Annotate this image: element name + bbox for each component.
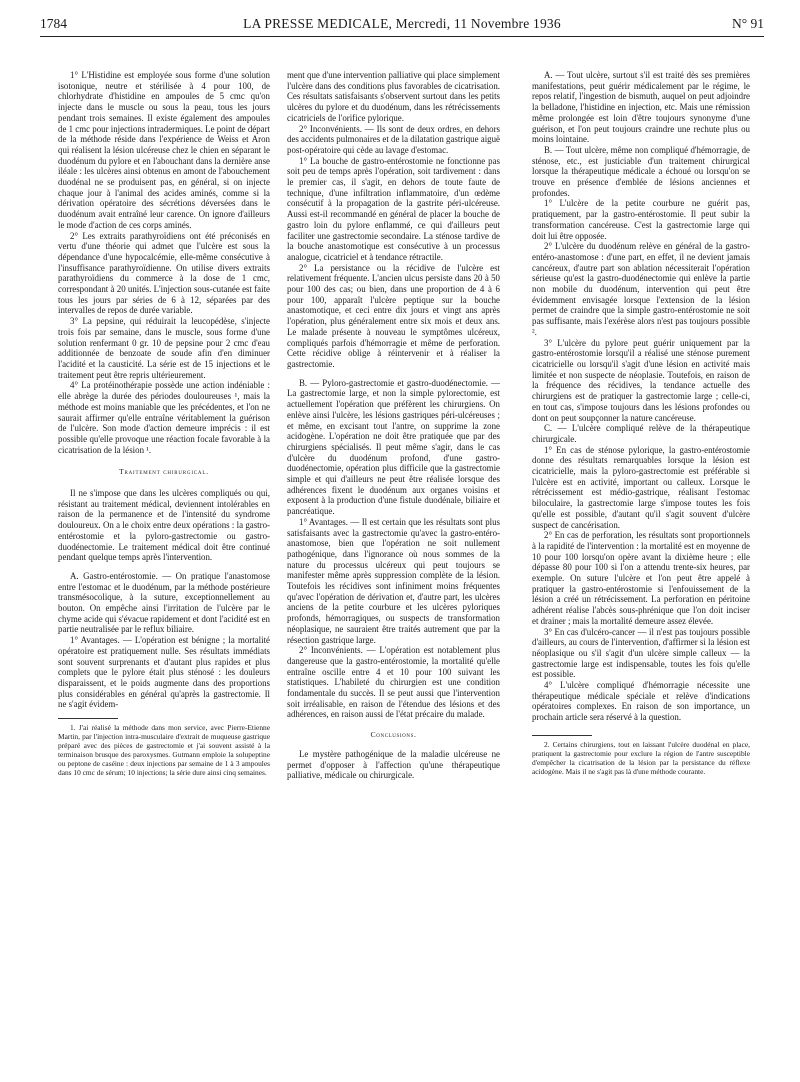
column-middle (287, 70, 500, 781)
page-header (40, 14, 764, 37)
paragraph-gastro-enterostomie: A. Gastro-entérostomie. — On pratique l'anastomose entre l'estomac et le duodénum, par la méthode postérieure transmésocolique, à la suture, exceptionnellement au bouton. On empêche ainsi l'irritation de l'ulcère par le chyme acide qui s'évacue rapidement et dont l'acidité est en partie neutralisée par le reflux biliaire. (58, 570, 270, 635)
paragraph-pepsine: 3° La pepsine, qui réduirait la leucopédèse, s'injecte trois fois par semaine, dans le muscle, sous forme d'une solution renfermant 0 gr. 10 de pepsine pour 2 cmc d'eau additionnée de benzoate de soude afin d'en diminuer l'acidité et la causticité. La série est de 15 injections et le traitement peut être repris ultérieurement. (58, 316, 270, 380)
page-number: 1784 (40, 16, 67, 31)
paragraph-petite-courbure: 1° L'ulcère de la petite courbure ne guérit pas, pratiquement, par la gastro-entérostomie. Il peut subir la transformation cancéreuse. C'est la gastrectomie large qui doit lui être opposée. (532, 198, 750, 241)
paragraph-ulcero-cancer: 3° En cas d'ulcéro-cancer — il n'est pas toujours possible d'ailleurs, au cours de l'intervention, d'affirmer si la lésion est néoplasique ou s'il s'agit d'un ulcère simple calleux — la gastrectomie large est indispensable, toutes les fois qu'elle est possible. (532, 626, 750, 680)
paragraph-conclusion-intro: Le mystère pathogénique de la maladie ulcéreuse ne permet d'opposer à l'affection qu'une thérapeutique palliative, médicale ou chirurgicale. (287, 748, 500, 781)
section-heading-surgery: Traitement chirurgical. (119, 467, 209, 477)
paragraph-inconvenients-2: 2° Inconvénients. — L'opération est notablement plus dangereuse que la gastro-entérostomie, la mortalité qu'elle entraîne oscille entre 4 et 10 pour 100 suivant les statistiques. L'habileté du chirurgien est une condition fondamentale du succès. Il se peut aussi que l'intervention soit irréalisable, en raison de l'étendue des lésions et des adhérences, en raison aussi de l'état précaire du malade. (287, 645, 500, 720)
paragraph-stenose: 1° En cas de sténose pylorique, la gastro-entérostomie donne des résultats remarquables lorsque la lésion est cicatricielle, mais la pyloro-gastrectomie est préférable si l'ulcère est en activité, important ou calleux. Lorsque le rétrécissement est médio-gastrique, réalisant l'estomac biloculaire, la gastrectomie large s'impose toutes les fois qu'elle est possible, d'autant qu'il s'agit souvent d'ulcère suspect de cancérisation. (532, 444, 750, 530)
paragraph-avantages-2: 1° Avantages. — Il est certain que les résultats sont plus satisfaisants avec la gastrectomie qu'avec la gastro-entéro-anastomose, bien que l'opération ne soit nullement pathogénique, dans l'ignorance où nous sommes de la nature du processus ulcéreux qui peut toujours se manifester même après suppression complète de la lésion. Toutefois les récidives sont infiniment moins fréquentes qu'avec l'opération de dérivation et, d'autre part, les ulcères anciens de la petite courbure et les ulcères pyloriques profonds, hémorragiques, ou suspects de transformation néoplasique, ne sauraient être traités autrement que par la résection gastrique large. (287, 516, 500, 645)
paragraph-recidive: 2° La persistance ou la récidive de l'ulcère est relativement fréquente. L'ancien ulcus persiste dans 20 à 50 pour 100 des cas; ou bien, dans une proportion de 4 à 6 pour 100, apparaît l'ulcère peptique sur la bouche anastomotique, et ceci entre dix jours et vingt ans après l'opération, plus généralement entre six mois et deux ans. Le malade présente à nouveau le symptômes ulcéreux, compliqués parfois d'hémorragie et même de perforation. Cette récidive oblige à réintervenir et à réaliser la gastrectomie. (287, 262, 500, 369)
paragraph-avantages: 1° Avantages. — L'opération est bénigne ; la mortalité opératoire est pratiquement nulle. Ses résultats immédiats sont souvent surprenants et d'autant plus rapides et plus complets que le pylore était plus sténosé : les douleurs disparaissent, et le poids augmente dans des proportions plus considérables en général qu'après la gastrectomie. Il ne s'agit évidem- (58, 635, 270, 710)
footnote-rule (58, 718, 118, 719)
section-heading-conclusions: Conclusions. (370, 730, 417, 740)
paragraph-conclusion-a: A. — Tout ulcère, surtout s'il est traité dès ses premières manifestations, peut guérir médicalement par le régime, le repos relatif, l'ingestion de bismuth, auquel on peut adjoindre la belladone, l'histidine en injection, etc. Mais une rémission même prolongée est loin d'être toujours synonyme d'une guérison, et l'on peut toujours craindre une rechute plus ou moins lointaine. (532, 70, 750, 145)
paragraph-proteinotherapie: 4° La protéinothérapie possède une action indéniable : elle abrège la durée des périodes douloureuses ¹, mais la méthode est moins maniable que les précédentes, et l'on ne saurait affirmer qu'elle entraîne véritablement la guérison de l'ulcère. Son mode d'action demeure imprécis : il est possible qu'elle provoque une réaction focale favorable à la cicatrisation de la lésion ¹. (58, 380, 270, 455)
footnote-1: 1. J'ai réalisé la méthode dans mon service, avec Pierre-Etienne Martin, par l'injection intra-musculaire d'extrait de muqueuse gastrique préparé avec des pièces de gastrectomie et j'ai souvent assisté à la terminaison brusque des paroxysmes. Gutmann emploie la solupeptine ou peptone de caséine : deux injections par semaine de 1 à 3 ampoules dans 10 cmc de sérum; 10 injections; la série dure ainsi cinq semaines. (58, 723, 270, 778)
column-right (532, 70, 750, 776)
issue-number: N° 91 (731, 16, 764, 31)
journal-title: LA PRESSE MEDICALE, Mercredi, 11 Novembre 1936 (243, 16, 561, 31)
paragraph-hemorragie: 4° L'ulcère compliqué d'hémorragie nécessite une thérapeutique médicale spéciale et relève d'indications opératoires complexes. En raison de son importance, un prochain article sera réservé à la question. (532, 680, 750, 723)
paragraph-duodenum: 2° L'ulcère du duodénum relève en général de la gastro-entéro-anastomose : d'une part, en effet, il ne devient jamais cancéreux, d'autre part son ablation nécessiterait l'opération sérieuse qu'est la gastro-duodénectomie qui enlève la partie non mobile du duodénum, intervention qui peut être évidemment envisagée lorsque l'extension de la lésion permet de craindre que la simple gastro-entérostomie ne soit pas suffisante, mais l'exérèse alors n'est pas toujours possible ². (532, 241, 750, 337)
paragraph-conclusion-b: B. — Tout ulcère, même non compliqué d'hémorragie, de sténose, etc., est justiciable d'un traitement chirurgical lorsque la thérapeutique médicale a échoué ou lorsqu'on se trouve en présence d'emblée de lésions anciennes et profondes. (532, 144, 750, 198)
footnote-2: 2. Certains chirurgiens, tout en laissant l'ulcère duodénal en place, pratiquent la gastrectomie pour exclure la région de l'antre susceptible d'empêcher la cicatrisation de la lésion par la persistance du réflexe acidogène. Mais il ne s'agit pas là d'une méthode courante. (532, 739, 750, 776)
column-left (58, 70, 270, 777)
paragraph-surgery-intro: Il ne s'impose que dans les ulcères compliqués ou qui, résistant au traitement médical, deviennent intolérables en raison de la permanence et de l'intensité du syndrome douloureux. On a le choix entre deux opérations : la gastro-entérostomie et la pyloro-gastrectomie ou gastro-duodénectomie. Le traitement médical doit être continué pendant quelque temps après l'intervention. (58, 488, 270, 563)
footnote-rule (532, 735, 592, 736)
paragraph-parathyroid: 2° Les extraits parathyroïdiens ont été préconisés en vertu d'une théorie qui admet que l'ulcère est sous la dépendance d'une hypocalcémie, elle-même consécutive à l'insuffisance parathyroïdienne. On utilise divers extraits parathyroïdiens du commerce à la dose de 1 cmc, correspondant à 20 unités. L'injection sous-cutanée est faite tous les jours par séries de 6 à 12, séparées par des intervalles de repos de durée variable. (58, 230, 270, 316)
paragraph-bouche: 1° La bouche de gastro-entérostomie ne fonctionne pas soit peu de temps après l'opération, soit tardivement : dans le premier cas, il s'agit, en dehors de toute faute de technique, d'une infiltration inflammatoire, d'un œdème consécutif à la propagation de la gastrite péri-ulcéreuse. Aussi est-il recommandé en général de placer la bouche de gastro loin du pylore enflammé, ce qui d'ailleurs peut faciliter une gastrectomie secondaire. La sténose tardive de la bouche anastomotique est consécutive à un processus analogue, cicatriciel et à tendance rétractile. (287, 155, 500, 262)
paragraph-histidine: 1° L'Histidine est employée sous forme d'une solution isotonique, neutre et stérilisée à 4 pour 100, de chlorhydrate d'histidine en ampoules de 5 cmc qu'on injecte dans le muscle ou sous la peau, tous les jours pendant trois semaines. Il existe également des ampoules de 1 cmc pour injections intradermiques. Le point de départ de la méthode réside dans l'expérience de Weiss et Aron qui réalisent la lésion ulcéreuse chez le chien en séparant le duodénum du pylore et en l'abouchant dans la dernière anse iléale : les ulcères ainsi obtenus en amont de l'abouchement duodénal ne se produisent pas, en général, si on injecte chaque jour à l'animal des acides aminés, comme si la dérivation opératoire des sécrétions déversées dans le duodénum avait entraîné leur carence. On ignore d'ailleurs le mode d'action de ces corps aminés. (58, 70, 270, 230)
paragraph-inconvenients: 2° Inconvénients. — Ils sont de deux ordres, en dehors des accidents pulmonaires et de la dilatation gastrique aiguë post-opératoire qui cède au lavage d'estomac. (287, 123, 500, 155)
paragraph-conclusion-c: C. — L'ulcère compliqué relève de la thérapeutique chirurgicale. (532, 423, 750, 444)
paragraph-perforation: 2° En cas de perforation, les résultats sont proportionnels à la rapidité de l'intervention : la mortalité est en moyenne de 10 pour 100 lorsqu'on opère avant la dixième heure ; elle dépasse 80 pour 100 si l'on a attendu trente-six heures, par exemple. On suture l'ulcère et l'on peut être appelé à pratiquer la gastro-entérostomie si l'enfouissement de la lésion a créé un rétrécissement. La perforation en péritoine adhérent réalise l'abcès sous-phrénique que l'on doit inciser et drainer ; mais la mortalité demeure assez élevée. (532, 530, 750, 626)
paragraph-continuation: ment que d'une intervention palliative qui place simplement l'ulcère dans des conditions plus favorables de cicatrisation. Ces résultats satisfaisants s'observent surtout dans les petits ulcères du pylore et du duodénum, dans les rétrécissements cicatriciels de l'orifice pylorique. (287, 70, 500, 123)
paragraph-pylore: 3° L'ulcère du pylore peut guérir uniquement par la gastro-entérostomie lorsqu'il a réalisé une sténose purement cicatricielle ou lorsqu'il s'agit d'une lésion en activité mais limitée et non suspecte de néoplasie. Toutefois, en raison de la fréquence des récidives, la tendance actuelle des chirurgiens est de pratiquer la gastrectomie large ; celle-ci, en tout cas, s'impose toujours dans les lésions profondes ou dont on peut soupçonner la nature cancéreuse. (532, 337, 750, 423)
paragraph-pyloro-gastrectomie: B. — Pyloro-gastrectomie et gastro-duodénectomie. — La gastrectomie large, et non la simple pylorectomie, est actuellement l'opération que préfèrent les chirurgiens. On enlève ainsi l'ulcère, les lésions gastriques péri-ulcéreuses ; et même, en excisant tout l'antre, on supprime la zone acidogène. L'opération ne doit être pratiquée que par des chirurgiens spécialisés. Il peut même s'agir, dans le cas d'ulcère du duodénum profond, d'une gastro-duodénectomie, opération plus difficile que la gastrectomie simple et qui d'ailleurs ne peut être réalisée lorsque des adhérences fixent le duodénum aux organes voisins et exposent à la production d'une fistule duodénale, biliaire et pancréatique. (287, 377, 500, 517)
